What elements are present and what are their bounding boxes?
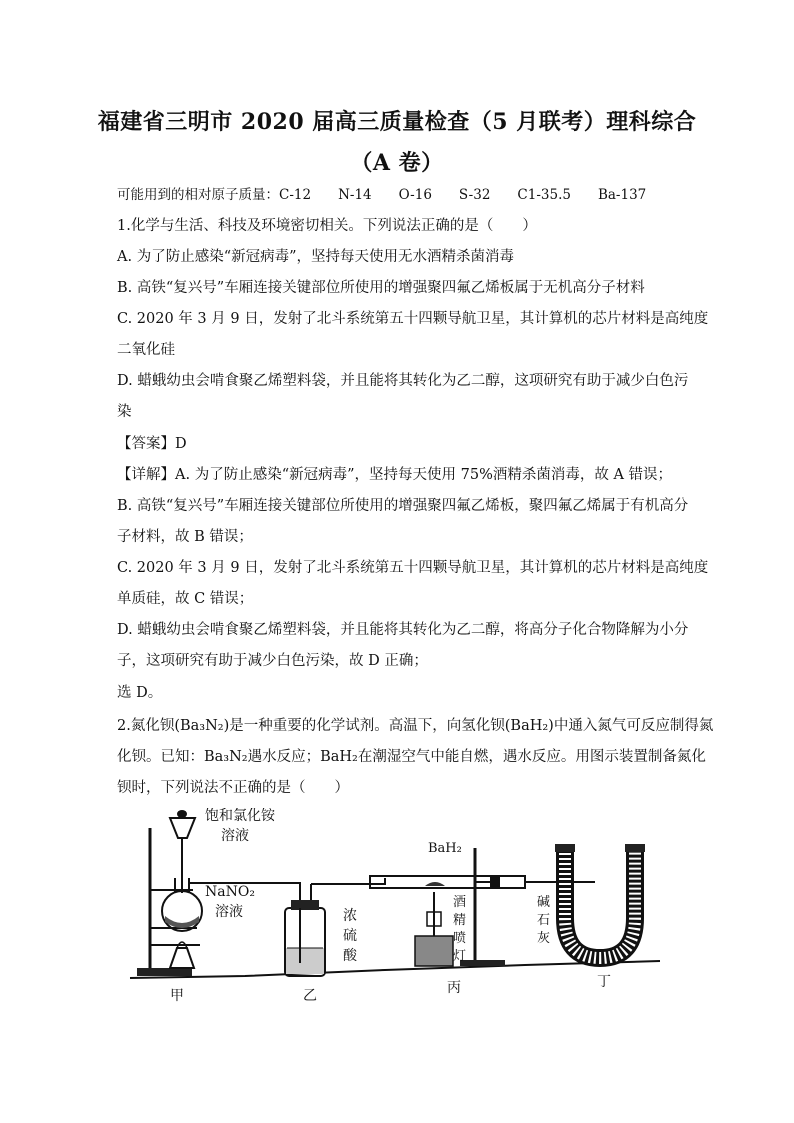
label-lamp-1: 酒 bbox=[453, 895, 467, 910]
label-lime-3: 灰 bbox=[537, 931, 551, 946]
q1-option-a: A. 为了防止感染“新冠病毒”，坚持每天使用无水酒精杀菌消毒 bbox=[117, 249, 515, 265]
label-lamp-3: 喷 bbox=[453, 931, 467, 946]
label-nano2-solution: 溶液 bbox=[215, 904, 243, 920]
label-lamp-4: 灯 bbox=[453, 949, 467, 964]
q1-explanation-line: 子材料，故 B 错误； bbox=[117, 529, 253, 545]
apparatus-figure bbox=[125, 808, 665, 1008]
q1-option-d: D. 蜡蛾幼虫会啃食聚乙烯塑料袋，并且能将其转化为乙二醇，这项研究有助于减少白色污 bbox=[117, 373, 689, 389]
label-lamp-2: 精 bbox=[453, 913, 467, 928]
bench-line bbox=[130, 961, 660, 978]
label-nano2: NaNO₂ bbox=[205, 884, 255, 900]
apparatus-ding bbox=[537, 844, 645, 990]
label-lime-1: 碱 bbox=[537, 895, 551, 910]
q1-option-d-cont: 染 bbox=[117, 404, 132, 420]
q1-explanation-line: 子，这项研究有助于减少白色污染，故 D 正确； bbox=[117, 653, 428, 669]
label-acid-2: 硫 bbox=[343, 928, 357, 944]
label-funnel-solution2: 溶液 bbox=[221, 828, 249, 844]
exam-subtitle: （A 卷） bbox=[350, 150, 444, 176]
q1-option-c: C. 2020 年 3 月 9 日，发射了北斗系统第五十四颗导航卫星，其计算机的芯片材料是高纯度 bbox=[117, 311, 709, 327]
label-ding: 丁 bbox=[597, 974, 611, 990]
q1-option-b: B. 高铁“复兴号”车厢连接关键部位所使用的增强聚四氟乙烯板属于无机高分子材料 bbox=[117, 280, 645, 296]
q1-explanation-line: 选 D。 bbox=[117, 685, 163, 701]
q2-stem-line: 钡时，下列说法不正确的是（ ） bbox=[117, 780, 349, 796]
label-yi: 乙 bbox=[303, 988, 317, 1004]
q1-explanation-line: C. 2020 年 3 月 9 日，发射了北斗系统第五十四颗导航卫星，其计算机的芯片材料是高纯度 bbox=[117, 560, 709, 576]
label-jia: 甲 bbox=[170, 988, 184, 1004]
q1-explanation-line: D. 蜡蛾幼虫会啃食聚乙烯塑料袋，并且能将其转化为乙二醇，将高分子化合物降解为小分 bbox=[117, 622, 689, 638]
q1-explanation-line: 【详解】A. 为了防止感染“新冠病毒”，坚持每天使用 75%酒精杀菌消毒，故 A 错误； bbox=[117, 467, 673, 483]
q2-stem-line: 化钡。已知：Ba₃N₂遇水反应；BaH₂在潮湿空气中能自燃，遇水反应。用图示装置制备氮化 bbox=[117, 749, 706, 765]
q1-explanation-line: 单质硅，故 C 错误； bbox=[117, 591, 254, 607]
label-acid-1: 浓 bbox=[343, 908, 357, 924]
label-bah2: BaH₂ bbox=[428, 841, 462, 856]
q1-stem: 1.化学与生活、科技及环境密切相关。下列说法正确的是（ ） bbox=[117, 218, 537, 234]
q2-stem-line: 2.氮化钡(Ba₃N₂)是一种重要的化学试剂。高温下，向氢化钡(BaH₂)中通入氮气可反应制得氮 bbox=[117, 718, 714, 734]
label-lime-2: 石 bbox=[537, 913, 551, 928]
q1-explanation-line: B. 高铁“复兴号”车厢连接关键部位所使用的增强聚四氟乙烯板，聚四氟乙烯属于有机高分 bbox=[117, 498, 689, 514]
label-acid-3: 酸 bbox=[343, 948, 357, 964]
label-bing: 丙 bbox=[447, 980, 461, 996]
exam-title: 福建省三明市 2020 届高三质量检查（5 月联考）理科综合 bbox=[97, 109, 697, 135]
atomic-masses: 可能用到的相对原子质量：C-12 N-14 O-16 S-32 C1-35.5 Ba-137 bbox=[117, 187, 647, 203]
label-funnel-solution: 饱和氯化铵 bbox=[205, 808, 275, 824]
q1-option-c-cont: 二氧化硅 bbox=[117, 342, 175, 358]
q1-answer: 【答案】D bbox=[117, 436, 187, 452]
